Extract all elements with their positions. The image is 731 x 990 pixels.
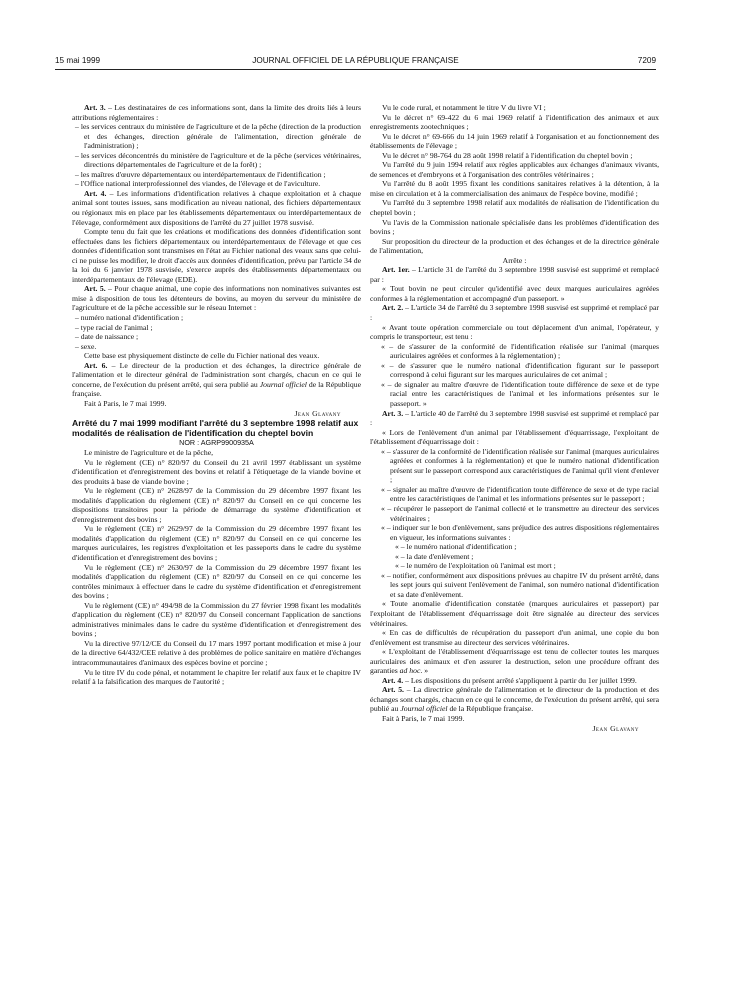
quote: « En cas de difficultés de récupération du passeport d'un animal, une copie du bon d'enlèvement est transmise au directeur des services vétérinaires. <box>370 628 659 647</box>
signature: Jean Glavany <box>592 723 639 733</box>
list-item: « – signaler au maître d'œuvre de l'identification toute différence de sexe et de type racial entre les caractéristiques de l'animal et les informations présentes sur le passeport ; <box>381 484 659 504</box>
left-column <box>72 103 361 933</box>
article-1 <box>370 265 659 284</box>
article-label: Art. 6. <box>84 360 108 370</box>
article-text: – Pour chaque animal, une copie des informations non nominatives suivantes est mise à disposition de tous les détenteurs de bovins, au moyen du serveur du ministère de l'agriculture et de la pêche accessible sur le réseau Internet : <box>72 284 361 313</box>
page-number: 7209 <box>637 56 656 65</box>
quote: « Tout bovin ne peut circuler qu'identifié avec deux marques auriculaires agréées conformes à la réglementation et accompagné d'un passeport. » <box>370 284 659 303</box>
done-at: Fait à Paris, le 7 mai 1999. <box>382 714 465 723</box>
article-label: Art. 4. <box>382 675 404 685</box>
nor-reference: NOR : AGRP9900935A <box>179 438 254 448</box>
latin-term: ad hoc <box>399 666 421 676</box>
signature: Jean Glavany <box>294 408 341 418</box>
list-item: « – notifier, conformément aux dispositions prévues au chapitre IV du présent arrêté, dans les sept jours qui suivent l'enlèvement de l'animal, son numéro national d'identification et sa date d'enlèvement. <box>381 570 659 599</box>
visa: Vu l'arrêté du 3 septembre 1998 relatif aux modalités de réalisation de l'identification du cheptel bovin ; <box>370 198 659 218</box>
article-label: Art. 2. <box>382 303 404 313</box>
article-text: – L'article 34 de l'arrêté du 3 septembre 1998 susvisé est supprimé et remplacé par : <box>370 303 659 323</box>
journal-reference: Journal officiel <box>400 704 448 714</box>
article-text: de la République française. <box>72 379 361 399</box>
article-text: – La directrice générale de l'alimentation et le directeur de la production et des échanges sont chargés, chacun en ce qui le concerne, de l'exécution du présent arrêté, qui sera publié au <box>370 685 659 714</box>
visa: Vu le code rural, et notamment le titre V du livre VI ; <box>382 103 546 112</box>
journal-reference: Journal officiel <box>259 379 307 389</box>
article-4 <box>72 189 361 227</box>
list-item: « – s'assurer de la conformité de l'identification réalisée sur l'animal (marques auriculaires agréées et conformes à la réglementation) et que le numéro national d'identification présent sur le passeport correspond aux caractéristiques de l'animal qu'il vient d'enlever ; <box>381 446 659 485</box>
visa: Vu le règlement (CE) n° 2630/97 de la Commission du 29 décembre 1997 fixant les modalités d'application du règlement (CE) n° 820/97 du Conseil en ce qui concerne les contrôles minimaux à effectuer dans le cadre du système d'identification et d'enregistrement des bovins ; <box>72 562 361 601</box>
article-label: Art. 1er. <box>382 265 410 275</box>
list-item: – l'Office national interprofessionnel des viandes, de l'élevage et de l'aviculture. <box>75 179 321 189</box>
article-label: Art. 3. <box>84 103 106 112</box>
quote: « Lors de l'enlèvement d'un animal par l'établissement d'équarrissage, l'exploitant de l'établissement d'équarrissage doit : <box>370 427 659 447</box>
article-text: – Les informations d'identification relatives à chaque exploitation et à chaque animal sont toutes issues, sans modification au niveau national, des fichiers départementaux ou régionaux mis en place par les établissements départementaux ou interdépartementaux de l'élevage, conformément aux dispositions de l'arrêté du 27 juillet 1978 susvisé. <box>72 188 361 227</box>
arrete-heading: Arrête : <box>502 255 527 265</box>
visa: Vu le règlement (CE) n° 2628/97 de la Commission du 29 décembre 1997 fixant les modalités d'application du règlement (CE) n° 820/97 du Conseil en ce qui concerne les dispositions transitoires pour la période de démarrage du système d'identification et d'enregistrement des bovins ; <box>72 486 361 524</box>
article-5-right <box>370 685 659 714</box>
visa: Vu le règlement (CE) n° 2629/97 de la Commission du 29 décembre 1997 fixant les modalités d'application du règlement (CE) n° 820/97 du Conseil en ce qui concerne les marques auriculaires, les registres d'exploitation et les passeports dans le cadre du système d'identification et d'enregistrement des bovins ; <box>72 524 361 563</box>
list-item: « – de s'assurer de la conformité de l'identification réalisée sur l'animal (marques auriculaires agréées et conformes à la réglementation) ; <box>381 341 659 361</box>
right-column <box>370 103 659 933</box>
decree-title: Arrêté du 7 mai 1999 modifiant l'arrêté du 3 septembre 1998 relatif aux modalités de réalisation de l'identification du cheptel bovin <box>72 418 359 439</box>
article-label: Art. 5. <box>84 284 106 294</box>
sub-list-item: « – le numéro de l'exploitation où l'animal est mort ; <box>395 561 556 571</box>
list-item: – type racial de l'animal ; <box>75 322 153 332</box>
visa: Vu le décret n° 69-666 du 14 juin 1969 relatif à l'organisation et au fonctionnement des établissements de l'élevage ; <box>370 131 659 151</box>
article-text: – Les dispositions du présent arrêté s'appliquent à partir du 1er juillet 1999. <box>403 675 637 685</box>
list-item: « – de s'assurer que le numéro national d'identification figurant sur le passeport correspond à celui figurant sur les marques auriculaires de cet animal ; <box>381 360 659 380</box>
list-item: – date de naissance ; <box>75 332 139 342</box>
visa: Vu le règlement (CE) n° 494/98 de la Commission du 27 février 1998 fixant les modalités d'application du règlement (CE) n° 820/97 du Conseil concernant l'application de sanctions administratives minimales dans le cadre du système d'identification et d'enregistrement des bovins ; <box>72 600 361 639</box>
visa: Vu l'arrêté du 9 juin 1994 relatif aux règles applicables aux échanges d'animaux vivants, de semences et d'embryons et à l'organisation des contrôles vétérinaires ; <box>370 160 659 179</box>
done-at: Fait à Paris, le 7 mai 1999. <box>84 398 167 408</box>
list-item: – les maîtres d'œuvre départementaux ou interdépartementaux de l'identification ; <box>75 169 326 179</box>
minister: Le ministre de l'agriculture et de la pêche, <box>84 448 214 457</box>
visa: Vu le décret n° 98-764 du 28 août 1998 relatif à l'identification du cheptel bovin ; <box>382 150 633 160</box>
list-item: « – indiquer sur le bon d'enlèvement, sans préjudice des autres dispositions réglementaires en vigueur, les informations suivantes : <box>381 523 659 542</box>
quote: « Avant toute opération commerciale ou tout déplacement d'un animal, l'opérateur, y compris le transporteur, est tenu : <box>370 322 659 342</box>
visa: Sur proposition du directeur de la production et des échanges et de la directrice générale de l'alimentation, <box>370 236 659 256</box>
paragraph: Compte tenu du fait que les créations et modifications des données d'identification sont effectuées dans les fichiers départementaux ou interdépartementaux de l'élevage et que ces données d'identification sont transmises en l'état au Fichier national des veaux sans que celui-ci ne puisse les modifier, le droit d'accès aux données d'identification, prévu par l'article 34 de la loi du 6 janvier 1978 susvisée, s'exerce auprès des établissements départementaux ou interdépartementaux de l'élevage (EDE). <box>72 227 361 284</box>
sub-list-item: « – le numéro national d'identification ; <box>395 542 517 552</box>
list-item: « – de signaler au maître d'œuvre de l'identification toute différence de sexe et de type racial entre les caractéristiques de l'animal et les informations présentes sur le passeport. » <box>381 379 659 408</box>
article-label: Art. 4. <box>84 188 107 198</box>
sub-list-item: « – la date d'enlèvement ; <box>395 551 474 561</box>
list-item: – sexe. <box>75 341 97 351</box>
header-date: 15 mai 1999 <box>55 56 101 65</box>
article-text: – L'article 40 de l'arrêté du 3 septembre 1998 susvisé est supprimé et remplacé par : <box>370 408 659 428</box>
article-3 <box>72 103 361 122</box>
header-rule <box>55 69 656 70</box>
paragraph: Cette base est physiquement distincte de celle du Fichier national des veaux. <box>84 351 320 361</box>
article-text: de la République française. <box>447 704 534 714</box>
list-item: – les services déconcentrés du ministère de l'agriculture et de la pêche (services vétérinaires, directions départementales de l'agriculture et de la forêt) ; <box>75 150 361 170</box>
visa: Vu la directive 97/12/CE du Conseil du 17 mars 1997 portant modification et mise à jour de la directive 64/432/CEE relative à des problèmes de police sanitaire en matière d'échanges intracommunautaires d'animaux des espèces bovine et porcine ; <box>72 638 361 668</box>
article-label: Art. 3. <box>382 408 404 418</box>
visa: Vu le règlement (CE) n° 820/97 du Conseil du 21 avril 1997 établissant un système d'identification et d'enregistrement des bovins et relatif à l'étiquetage de la viande bovine et des produits à base de viande bovine ; <box>72 457 361 486</box>
list-item: « – récupérer le passeport de l'animal collecté et le transmettre au directeur des services vétérinaires ; <box>381 503 659 523</box>
article-text: – Le directeur de la production et des échanges, la directrice générale de l'alimentation et le directeur général de l'administration sont chargés, chacun en ce qui le concerne, de l'exécution du présent arrêté, qui sera publié au <box>72 360 361 389</box>
visa: Vu l'avis de la Commission nationale spécialisée dans les problèmes d'identification des bovins ; <box>370 217 659 237</box>
journal-title: JOURNAL OFFICIEL DE LA RÉPUBLIQUE FRANÇAISE <box>252 56 459 65</box>
page-header <box>55 56 656 68</box>
article-text: – L'article 31 de l'arrêté du 3 septembre 1998 susvisé est supprimé et remplacé par : <box>370 265 659 284</box>
article-4-right <box>370 676 659 686</box>
visa: Vu l'arrêté du 8 août 1995 fixant les conditions sanitaires relatives à la détention, à la mise en circulation et à la commercialisation des animaux de l'espèce bovine, modifié ; <box>370 179 659 198</box>
article-label: Art. 5. <box>382 685 404 695</box>
list-item: – numéro national d'identification ; <box>75 313 184 323</box>
list-item: – les services centraux du ministère de l'agriculture et de la pêche (direction de la production et des échanges, direction générale de l'alimentation, direction générale de l'administration) ; <box>75 122 361 151</box>
article-6 <box>72 361 361 399</box>
article-2 <box>370 303 659 322</box>
visa: Vu le décret n° 69-422 du 6 mai 1969 relatif à l'identification des animaux et aux enregistrements zootechniques ; <box>370 112 659 132</box>
article-5 <box>72 284 361 313</box>
visa: Vu le titre IV du code pénal, et notamment le chapitre Ier relatif aux faux et le chapitre IV relatif à la falsification des marques de l'autorité ; <box>72 667 361 687</box>
quote <box>370 647 659 676</box>
quote-text: . » <box>420 666 429 676</box>
quote-text: « L'exploitant de l'établissement d'équarrissage est tenu de collecter toutes les marques auriculaires des animaux et d'en assurer la destruction, selon une procédure offrant des garanties <box>370 647 659 676</box>
article-3-right <box>370 409 659 428</box>
quote: « Toute anomalie d'identification constatée (marques auriculaires et passeport) par l'exploitant de l'établissement d'équarrissage doit être signalée au directeur des services vétérinaires. <box>370 599 659 628</box>
article-text: – Les destinataires de ces informations sont, dans la limite des droits liés à leurs attributions réglementaires : <box>72 103 361 122</box>
